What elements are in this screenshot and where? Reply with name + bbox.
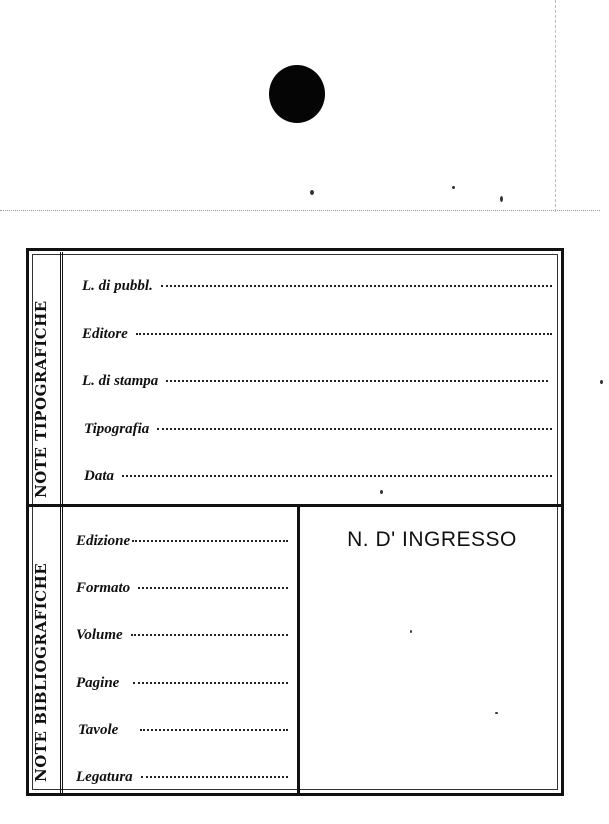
field-label: Pagine [76,675,120,691]
field-tipografia[interactable] [84,421,552,438]
field-formato[interactable] [76,580,288,597]
field-label: Volume [76,627,123,643]
dotted-line [133,682,288,684]
dotted-line [141,776,288,778]
field-luogo-stampa[interactable] [82,373,548,390]
ink-speck [410,630,412,633]
dotted-line [157,428,552,430]
field-label: L. di stampa [82,373,159,389]
section-divider [26,504,564,507]
dotted-line [161,285,552,287]
punch-hole [269,65,325,123]
ink-speck [380,490,383,494]
field-luogo-pubblicazione[interactable] [82,278,552,295]
ink-speck [600,380,603,384]
note-tipografiche-title: NOTE TIPOGRAFICHE [32,300,50,498]
ink-speck [495,712,498,714]
field-label: Tipografia [84,421,150,437]
column-separator [297,507,300,793]
field-label: Editore [82,326,128,342]
field-volume[interactable] [76,627,288,644]
field-label: Tavole [78,722,119,738]
field-legatura[interactable] [76,769,288,786]
dotted-line [136,333,552,335]
field-label: L. di pubbl. [82,278,153,294]
perforation-line [0,210,600,211]
numero-ingresso-label: N. D' INGRESSO [347,528,517,551]
field-label: Edizione [76,533,131,549]
field-edizione[interactable] [76,533,288,550]
side-title-separator-bottom [60,507,63,793]
field-editore[interactable] [82,326,552,343]
dotted-line [140,729,288,731]
field-data[interactable] [84,468,552,485]
ink-speck [500,196,503,202]
note-bibliografiche-title: NOTE BIBLIOGRAFICHE [32,562,50,782]
side-title-separator-top [60,252,63,504]
dotted-line [138,587,288,589]
dotted-line [122,475,552,477]
dotted-line [132,540,288,542]
field-pagine[interactable] [76,675,288,692]
field-label: Data [84,468,114,484]
ink-speck [310,190,314,195]
dotted-line [166,380,548,382]
field-label: Legatura [76,769,133,785]
field-tavole[interactable] [78,722,288,739]
field-label: Formato [76,580,131,596]
ink-speck [452,186,455,189]
dotted-line [131,634,288,636]
